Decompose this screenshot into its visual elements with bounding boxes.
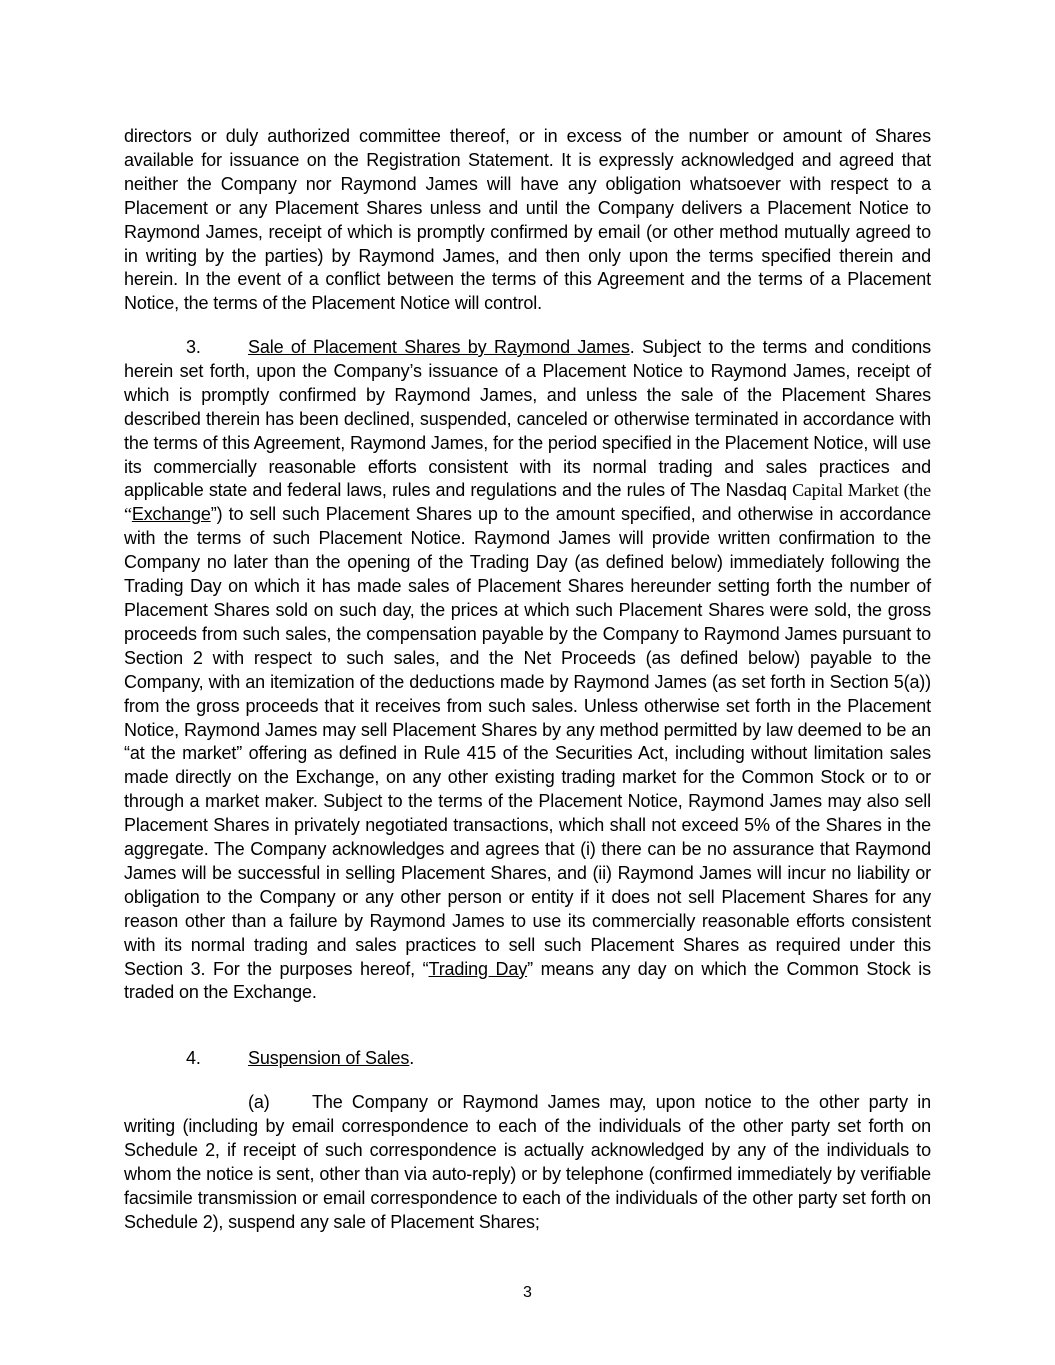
section-4-heading: Suspension of Sales [248, 1048, 410, 1068]
section-4-number: 4. [186, 1048, 201, 1068]
section-4a-text: The Company or Raymond James may, upon notice to the other party in writing (including by email correspondence to each of the individuals of the other party set forth on Schedule 2, if receipt of such correspondence is actually acknowledged by any of the individuals to whom the notice is sent, other than via auto-reply) or by telephone (confirmed immediately by verifiable facsimile transmission or email correspondence to each of the individuals of the other party set forth on Schedule 2), suspend any sale of Placement Shares; [124, 1092, 931, 1232]
section-3-paragraph [124, 336, 931, 1005]
section-3-text-1: . Subject to the terms and conditions herein set forth, upon the Company’s issuance of a Placement Notice to Raymond James, receipt of which is promptly confirmed by Raymond James, and unless the sale of the Placement Shares described therein has been declined, suspended, canceled or otherwise terminated in accordance with the terms of this Agreement, Raymond James, for the period specified in the Placement Notice, will use its commercially reasonable efforts consistent with its normal trading and sales practices and applicable state and federal laws, rules and regulations and the rules of The Nasdaq [124, 337, 931, 501]
paragraph-continuation: directors or duly authorized committee thereof, or in excess of the number or amount of Shares available for issuance on the Registration Statement. It is expressly acknowledged and agreed that neither the Company nor Raymond James will have any obligation whatsoever with respect to a Placement or any Placement Shares unless and until the Company delivers a Placement Notice to Raymond James, receipt of which is promptly confirmed by email (or other method mutually agreed to in writing by the parties) by Raymond James, and then only upon the terms specified therein and herein. In the event of a conflict between the terms of this Agreement and the terms of a Placement Notice, the terms of the Placement Notice will control. [124, 126, 931, 314]
page-number: 3 [523, 1284, 532, 1301]
section-3-text-4: ” means any day on which the Common Stock is traded on the Exchange. [124, 958, 931, 1003]
section-4-heading-line [124, 1047, 931, 1071]
defined-term-exchange: Exchange [131, 504, 211, 525]
section-4a-paragraph [124, 1091, 931, 1234]
section-3-number: 3. [186, 337, 201, 357]
section-4-heading-period: . [409, 1048, 415, 1068]
section-3-text-2: Capital Market (the “ [124, 480, 931, 525]
section-3-text-3: ”) to sell such Placement Shares up to the amount specified, and otherwise in accordance with the terms of such Placement Notice. Raymond James will provide written confirmation to the Company no later than the opening of the Trading Day (as defined below) immediately following the Trading Day on which it has made sales of Placement Shares hereunder setting forth the number of Placement Shares sold on such day, the prices at which such Placement Shares were sold, the gross proceeds from such sales, the compensation payable by the Company to Raymond James pursuant to Section 2 with respect to such sales, and the Net Proceeds (as defined below) payable to the Company, with an itemization of the deductions made by Raymond James (as set forth in Section 5(a)) from the gross proceeds that it receives from such sales. Unless otherwise set forth in the Placement Notice, Raymond James may sell Placement Shares by any method permitted by law deemed to be an “at the market” offering as defined in Rule 415 of the Securities Act, including without limitation sales made directly on the Exchange, on any other existing trading market for the Common Stock or to or through a market maker. Subject to the terms of the Placement Notice, Raymond James may also sell Placement Shares in privately negotiated transactions, which shall not exceed 5% of the Shares in the aggregate. The Company acknowledges and agrees that (i) there can be no assurance that Raymond James will be successful in selling Placement Shares, and (ii) Raymond James will incur no liability or obligation to the Company or any other person or entity if it does not sell Placement Shares for any reason other than a failure by Raymond James to use its commercially reasonable efforts consistent with its normal trading and sales practices to sell such Placement Shares as required under this Section 3. For the purposes hereof, “ [124, 504, 931, 979]
section-4a-label: (a) [248, 1092, 270, 1112]
section-3-heading: Sale of Placement Shares by Raymond James [248, 337, 630, 357]
defined-term-trading-day: Trading Day [428, 958, 528, 979]
